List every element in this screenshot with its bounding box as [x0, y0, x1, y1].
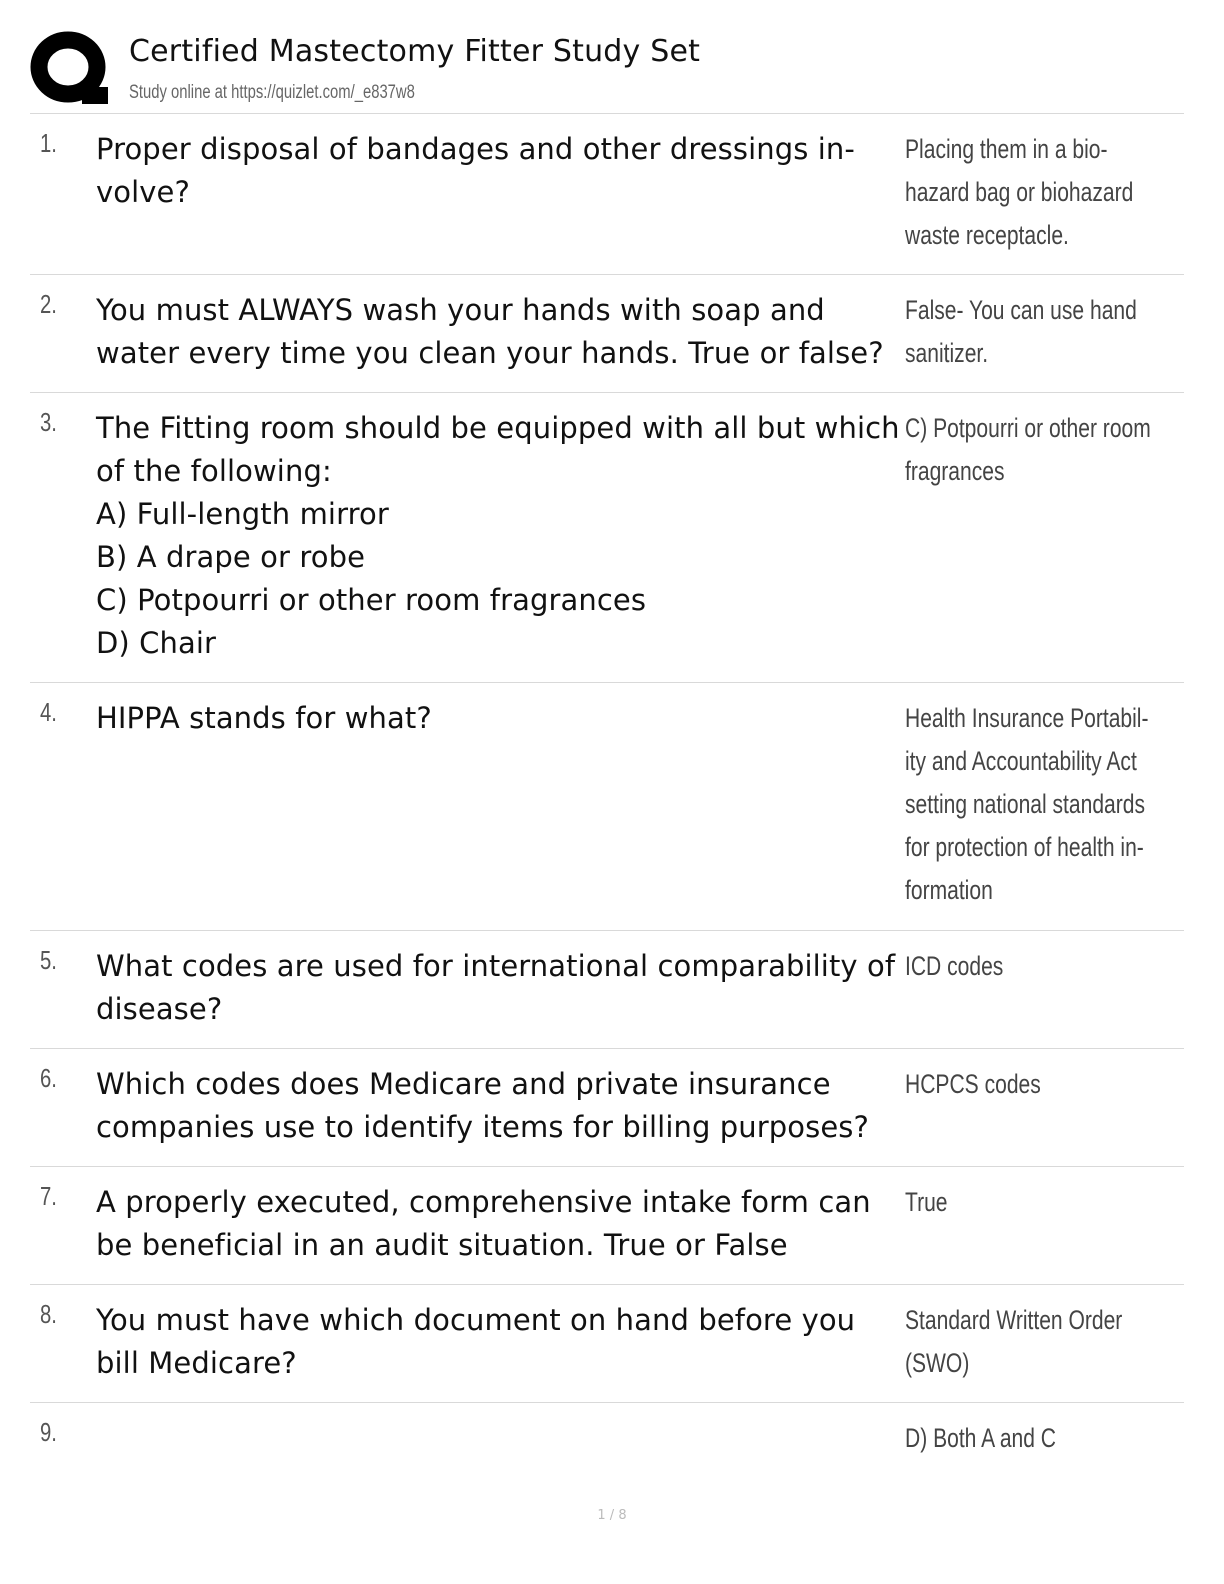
card-number: 1. — [40, 128, 57, 158]
card-answer: Standard Written Order (SWO) — [905, 1305, 1123, 1378]
card-number: 6. — [40, 1063, 57, 1093]
card-answer: HCPCS codes — [905, 1069, 1041, 1099]
card-answer: D) Both A and C — [905, 1423, 1057, 1453]
card-number: 8. — [40, 1299, 57, 1329]
divider — [30, 1166, 1184, 1167]
card-question: A properly executed, comprehensive intake form can be beneficial in an audit situation. True or False — [96, 1185, 871, 1262]
card-answer: C) Potpourri or other room fragrances — [905, 413, 1151, 486]
card-answer: ICD codes — [905, 951, 1004, 981]
divider — [30, 930, 1184, 931]
card-answer: Health Insurance Portabil- ity and Accountability Act setting national standards for protection of health in- formation — [905, 703, 1149, 905]
card-question: Proper disposal of bandages and other dressings in- volve? — [96, 132, 855, 209]
divider — [30, 1402, 1184, 1403]
card-question: HIPPA stands for what? — [96, 701, 432, 735]
card-question: You must ALWAYS wash your hands with soap and water every time you clean your hands. True or false? — [96, 293, 884, 370]
card-number: 2. — [40, 289, 57, 319]
study-link[interactable]: Study online at https://quizlet.com/_e837w8 — [129, 82, 415, 103]
divider — [30, 113, 1184, 114]
divider — [30, 392, 1184, 393]
card-number: 3. — [40, 407, 57, 437]
divider — [30, 274, 1184, 275]
card-question: You must have which document on hand before you bill Medicare? — [96, 1303, 856, 1380]
page-number: 1 / 8 — [597, 1508, 627, 1523]
card-question: Which codes does Medicare and private insurance companies use to identify items for billing purposes? — [96, 1067, 869, 1144]
page-title: Certified Mastectomy Fitter Study Set — [129, 34, 701, 69]
divider — [30, 682, 1184, 683]
divider — [30, 1284, 1184, 1285]
divider — [30, 1048, 1184, 1049]
card-answer: False- You can use hand sanitizer. — [905, 295, 1137, 368]
quizlet-logo-icon — [30, 31, 110, 111]
card-number: 4. — [40, 697, 57, 727]
card-answer: True — [905, 1187, 948, 1217]
card-number: 9. — [40, 1417, 57, 1447]
card-question: The Fitting room should be equipped with all but which of the following: A) Full-length mirror B) A drape or robe C) Potpourri or other room fragrances D) Chair — [96, 411, 900, 660]
card-answer: Placing them in a bio- hazard bag or biohazard waste receptacle. — [905, 134, 1134, 250]
card-number: 5. — [40, 945, 57, 975]
page-header — [30, 28, 1184, 114]
card-number: 7. — [40, 1181, 57, 1211]
card-question: What codes are used for international comparability of disease? — [96, 949, 896, 1026]
